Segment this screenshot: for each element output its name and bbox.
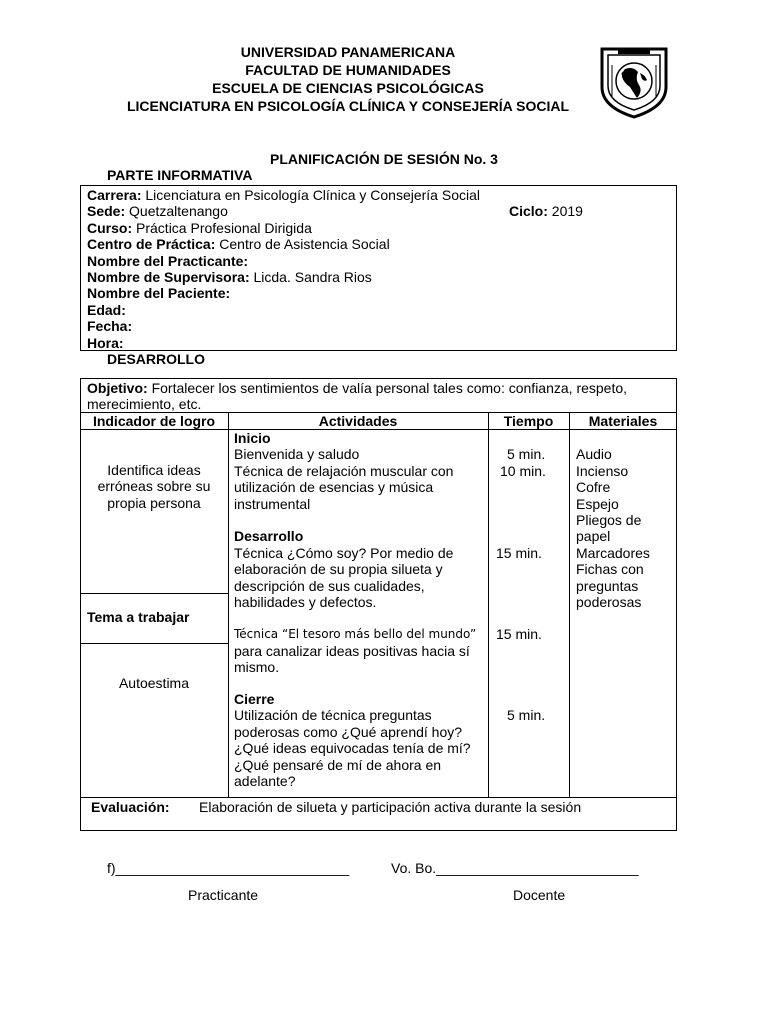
objetivo-label: Objetivo: [87, 380, 148, 396]
material-item: poderosas [576, 594, 642, 610]
indicador-line: erróneas sobre su [97, 478, 211, 495]
practicante-label: Nombre del Practicante: [87, 252, 249, 269]
inicio-line: Bienvenida y saludo [234, 446, 360, 463]
col-header-tiempo: Tiempo [503, 413, 554, 429]
material-item: Marcadores [576, 544, 650, 561]
carrera-value: Licenciatura en Psicología Clínica y Consejería Social [141, 187, 480, 203]
centro-row [87, 236, 390, 252]
desarrollo-heading: DESARROLLO [107, 351, 205, 367]
tiempo-value: 15 min. [496, 544, 542, 561]
cierre-label: Cierre [234, 691, 275, 707]
col-header-materiales: Materiales [588, 413, 658, 429]
indicador-line: Identifica ideas [107, 462, 201, 478]
centro-value: Centro de Asistencia Social [215, 236, 390, 253]
docente-caption: Docente [513, 887, 566, 903]
ciclo-label: Ciclo: [509, 203, 548, 220]
centro-label: Centro de Práctica: [87, 236, 216, 253]
parte-informativa-heading: PARTE INFORMATIVA [107, 167, 253, 183]
supervisora-value: Licda. Sandra Rios [249, 269, 372, 285]
material-item: Cofre [576, 479, 611, 496]
tiempo-value: 5 min. [507, 707, 546, 724]
desarrollo-line: habilidades y defectos. [234, 594, 377, 610]
practicante-caption: Practicante [188, 887, 259, 903]
fecha-label: Fecha: [87, 318, 133, 335]
inicio-line: Técnica de relajación muscular con [234, 462, 454, 479]
inicio-line: utilización de esencias y música [234, 479, 434, 496]
objetivo-text-2: merecimiento, etc. [87, 396, 202, 413]
tesoro-line: Técnica “El tesoro más bello del mundo” [234, 627, 477, 641]
objetivo-text-1: Fortalecer los sentimientos de valía personal tales como: confianza, respeto, [151, 380, 628, 396]
university-name: UNIVERSIDAD PANAMERICANA [240, 44, 456, 60]
objetivo-row [87, 380, 627, 396]
material-item: Audio [576, 446, 612, 463]
material-item: preguntas [576, 577, 639, 594]
tesoro-line: para canalizar ideas positivas hacia sí [234, 643, 470, 659]
paciente-label: Nombre del Paciente: [87, 285, 231, 302]
tema-top-divider [80, 593, 228, 594]
material-item: Fichas con [576, 561, 644, 578]
inicio-line: instrumental [234, 495, 311, 512]
col-header-indicador: Indicador de logro [92, 413, 216, 429]
tiempo-value: 10 min. [500, 462, 546, 479]
school-name: ESCUELA DE CIENCIAS PSICOLÓGICAS [212, 80, 484, 96]
evaluacion-label: Evaluación: [91, 799, 170, 815]
material-item: Pliegos de [576, 512, 642, 528]
practicante-signature-line: f)______________________________ [107, 860, 350, 876]
supervisora-row [87, 269, 372, 285]
desarrollo-line: elaboración de su propia silueta y [234, 561, 443, 578]
evaluacion-value: Elaboración de silueta y participación activa durante la sesión [199, 799, 582, 815]
tiempo-value: 5 min. [507, 446, 546, 463]
ciclo-row [509, 203, 583, 219]
curso-row [87, 220, 312, 236]
degree-name: LICENCIATURA EN PSICOLOGÍA CLÍNICA Y CONSEJERÍA SOCIAL [126, 98, 570, 114]
tema-value: Autoestima [118, 675, 190, 691]
indicador-line: propia persona [107, 494, 201, 511]
sede-value: Quetzaltenango [125, 203, 228, 220]
cierre-line: ¿Qué ideas equivocadas tenía de mí? [234, 740, 471, 757]
cierre-line: Utilización de técnica preguntas [234, 707, 432, 724]
university-seal-icon [598, 43, 670, 119]
page-title: PLANIFICACIÓN DE SESIÓN No. 3 [270, 151, 498, 167]
faculty-name: FACULTAD DE HUMANIDADES [245, 62, 451, 78]
tema-bottom-divider [80, 643, 228, 644]
material-item: papel [576, 528, 611, 545]
sede-row [87, 203, 228, 219]
curso-label: Curso: [87, 219, 133, 236]
col-divider-1 [228, 412, 229, 797]
tiempo-value: 15 min. [496, 626, 542, 642]
supervisora-label: Nombre de Supervisora: [87, 269, 250, 285]
tema-label: Tema a trabajar [87, 609, 190, 625]
carrera-label: Carrera: [87, 187, 142, 203]
desarrollo-line: Técnica ¿Cómo soy? Por medio de [234, 544, 454, 561]
material-item: Espejo [576, 495, 619, 512]
carrera-row [87, 187, 480, 203]
hora-label: Hora: [87, 334, 124, 351]
edad-label: Edad: [87, 301, 126, 318]
cierre-line: poderosas como ¿Qué aprendí hoy? [234, 723, 463, 740]
tesoro-line: mismo. [234, 659, 280, 676]
sede-label: Sede: [87, 203, 126, 220]
desarrollo-line: descripción de sus cualidades, [234, 577, 425, 594]
cierre-line: ¿Qué pensaré de mí de ahora en [234, 756, 442, 773]
ciclo-value: 2019 [547, 203, 583, 220]
cierre-line: adelante? [234, 773, 296, 789]
inicio-label: Inicio [234, 430, 271, 446]
col-header-actividades: Actividades [318, 413, 398, 429]
evaluacion-divider [80, 797, 677, 798]
col-divider-3 [569, 412, 570, 797]
material-item: Incienso [576, 462, 629, 479]
curso-value: Práctica Profesional Dirigida [132, 219, 312, 236]
desarrollo-label: Desarrollo [234, 528, 304, 545]
docente-signature-line: Vo. Bo.__________________________ [391, 860, 639, 876]
col-divider-2 [488, 412, 489, 797]
